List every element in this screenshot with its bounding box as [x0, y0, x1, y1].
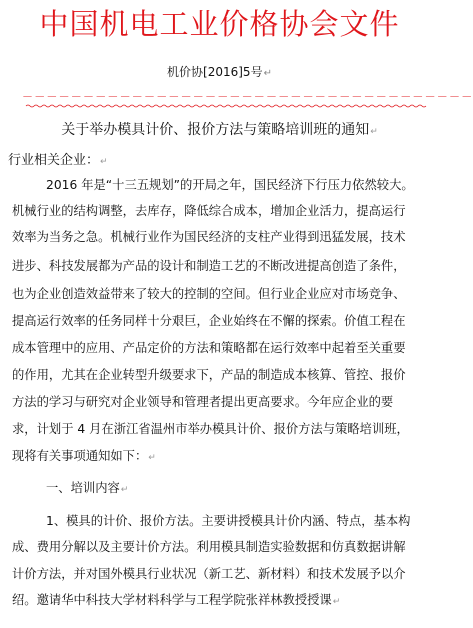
spellcheck-underline — [26, 104, 426, 108]
body-line-text: 绍。邀请华中科技大学材料科学与工程学院张祥林教授授课 — [12, 593, 332, 607]
body-line-text: 现将有关事项通知如下： — [12, 449, 148, 463]
paragraph-mark: ↵ — [100, 157, 108, 167]
paragraph-mark: ↵ — [263, 68, 272, 79]
body-line: 效率为当务之急。机械行业作为国民经济的支柱产业得到迅猛发展，技术 — [12, 230, 406, 244]
body-line: 成本管理中的应用、产品定价的方法和策略都在运行效率中起着至关重要 — [12, 341, 406, 355]
body-line: 求，计划于 4 月在浙江省温州市举办模具计价、报价方法与策略培训班， — [12, 422, 409, 436]
body-line: 计价方法，并对国外模具行业状况（新工艺、新材料）和技术发展予以介 — [12, 567, 406, 581]
body-line-last — [12, 592, 432, 611]
body-line: 的作用，尤其在企业转型升级要求下，产品的制造成本核算、管控、报价 — [12, 368, 406, 382]
recipient-line — [8, 152, 108, 171]
red-separator-line: －－－－－－－－－－－－－－－－－－－－－－－－－－－－－－－－－－－－－ — [22, 90, 473, 103]
body-line: 方法的学习与研究对企业领导和管理者提出更高要求。今年应企业的要 — [12, 395, 394, 409]
body-line: 进步、科技发展都为产品的设计和制造工艺的不断改进提高创造了条件， — [12, 259, 406, 273]
section-heading-line — [46, 480, 466, 499]
notice-title — [0, 120, 439, 142]
section-heading: 一、培训内容 — [46, 481, 120, 495]
document-header-title: 中国机电工业价格协会文件 — [39, 7, 400, 41]
paragraph-mark: ↵ — [370, 127, 378, 137]
body-line-last — [12, 448, 432, 467]
body-line: 成、费用分解以及主要计价方法。利用模具制造实验数据和仿真数据讲解 — [12, 540, 406, 554]
body-line: 1、模具的计价、报价方法。主要讲授模具计价内涵、特点，基本构 — [46, 514, 411, 528]
body-line: 机械行业的结构调整，去库存，降低综合成本，增加企业活力，提高运行 — [12, 204, 406, 218]
body-line: 也为企业创造效益带来了较大的控制的空间。但行业企业应对市场竞争、 — [12, 287, 406, 301]
body-line: 2016 年是“十三五规划”的开局之年，国民经济下行压力依然较大。 — [46, 178, 414, 192]
paragraph-mark: ↵ — [120, 485, 129, 495]
paragraph-mark: ↵ — [332, 597, 341, 607]
paragraph-mark: ↵ — [148, 453, 156, 463]
document-number-text: 机价协[2016]5号 — [167, 65, 263, 79]
document-number — [0, 64, 439, 82]
body-line: 提高运行效率的任务同样十分艰巨，企业始终在不懈的探索。价值工程在 — [12, 314, 406, 328]
recipient-text: 行业相关企业： — [8, 153, 100, 168]
notice-title-text: 关于举办模具计价、报价方法与策略培训班的通知 — [61, 122, 370, 138]
